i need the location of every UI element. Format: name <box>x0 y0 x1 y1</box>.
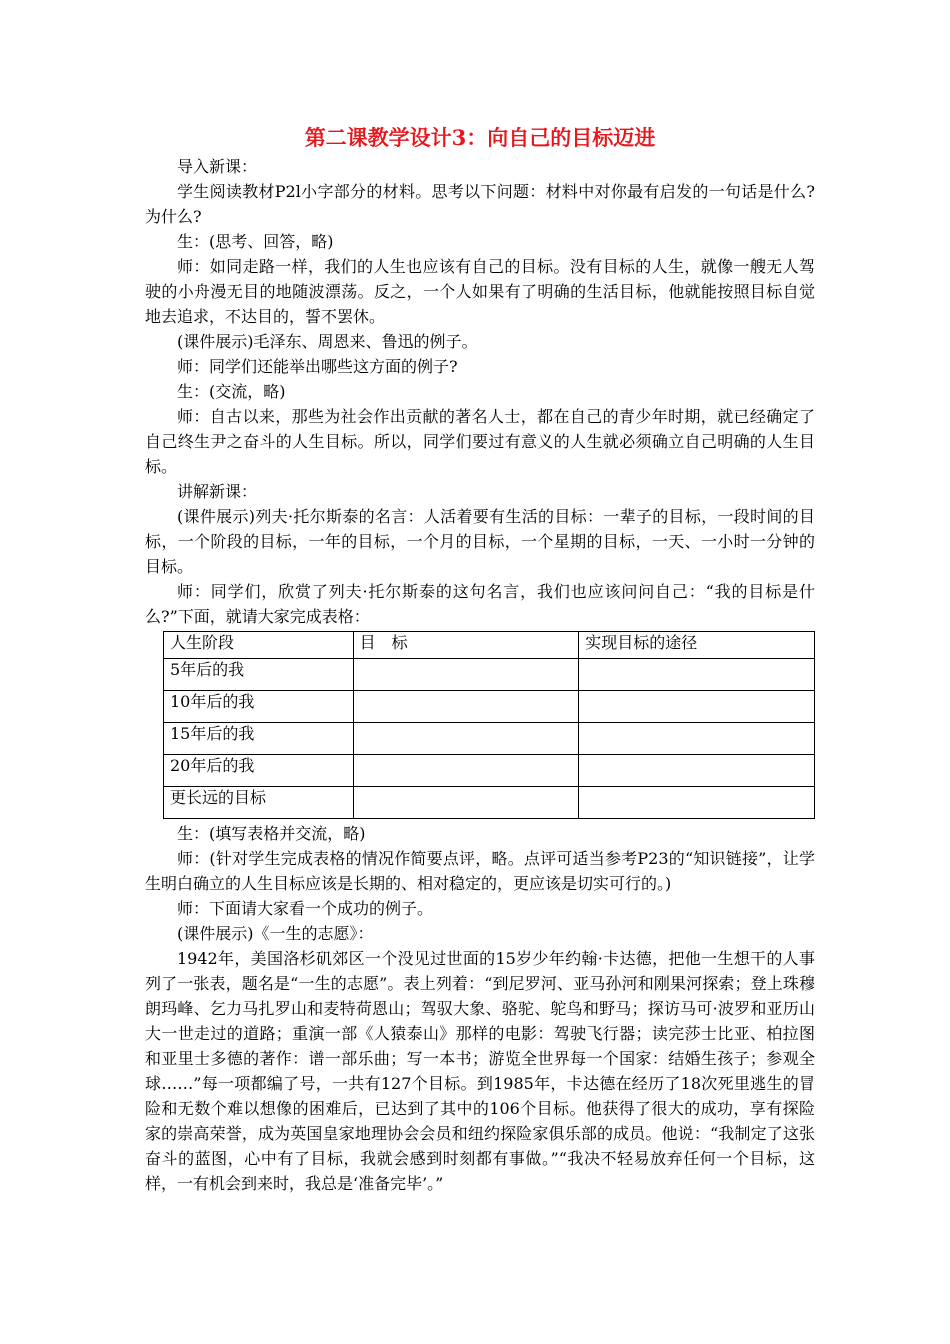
table-cell <box>579 723 815 755</box>
table-cell <box>353 659 579 691</box>
table-cell <box>353 723 579 755</box>
table-cell: 5年后的我 <box>164 659 354 691</box>
paragraph: 师：下面请大家看一个成功的例子。 <box>177 899 434 918</box>
paragraph: 生：(交流，略) <box>177 382 286 401</box>
table-cell <box>353 755 579 787</box>
table-cell <box>579 787 815 819</box>
paragraph: 生：(思考、回答，略) <box>177 232 334 251</box>
paragraph-lecture-heading: 讲解新课： <box>177 482 258 501</box>
life-goals-table <box>163 631 815 819</box>
table-cell: 15年后的我 <box>164 723 354 755</box>
paragraph-intro-heading: 导入新课： <box>177 157 258 176</box>
table-cell: 更长远的目标 <box>164 787 354 819</box>
table-cell <box>579 755 815 787</box>
paragraph: 师：(针对学生完成表格的情况作简要点评，略。点评可适当参考P23的“知识链接”，让学生明白确立的人生目标应该是长期的、相对稳定的，更应该是切实可行的。) <box>145 849 815 893</box>
paragraph-story: 1942年，美国洛杉矶郊区一个没见过世面的15岁少年约翰·卡达德，把他一生想干的人事列了一张表，题名是“一生的志愿”。表上列着：“到尼罗河、亚马孙河和刚果河探索；登上珠穆朗玛峰、乞力马扎罗山和麦特荷恩山；驾驭大象、骆驼、鸵鸟和野马；探访马可·波罗和亚历山大一世走过的道路；重演一部《人猿泰山》那样的电影：驾驶飞行器；读完莎士比亚、柏拉图和亚里士多德的著作：谱一部乐曲；写一本书；游览全世界每一个国家：结婚生孩子；参观全球……”每一项都编了号，一共有127个目标。到1985年，卡达德在经历了18次死里逃生的冒险和无数个难以想像的困难后，已达到了其中的106个目标。他获得了很大的成功，享有探险家的崇高荣誉，成为英国皇家地理协会会员和纽约探险家俱乐部的成员。他说：“我制定了这张奋斗的蓝图，心中有了目标，我就会感到时刻都有事做。”“我决不轻易放弃任何一个目标，这样，一有机会到来时，我总是‘准备完毕’。” <box>145 949 815 1193</box>
table-row <box>164 755 815 787</box>
table-header-cell: 目 标 <box>353 632 579 659</box>
table-cell: 10年后的我 <box>164 691 354 723</box>
table-cell <box>353 691 579 723</box>
paragraph: 学生阅读教材P2l小字部分的材料。思考以下问题：材料中对你最有启发的一句话是什么?为什么? <box>145 182 815 226</box>
table-cell: 20年后的我 <box>164 755 354 787</box>
table-cell <box>579 691 815 723</box>
table-cell <box>579 659 815 691</box>
document-title: 第二课教学设计3：向自己的目标迈进 <box>304 125 656 150</box>
paragraph: 生：(填写表格并交流，略) <box>177 824 366 843</box>
paragraph: 师：同学们，欣赏了列夫·托尔斯泰的这句名言，我们也应该问问自己：“我的目标是什么?”下面，就请大家完成表格： <box>145 582 815 626</box>
document-page <box>145 122 815 1196</box>
table-header-cell: 人生阶段 <box>164 632 354 659</box>
table-row <box>164 787 815 819</box>
paragraph: 师：同学们还能举出哪些这方面的例子? <box>177 357 458 376</box>
table-header-cell: 实现目标的途径 <box>579 632 815 659</box>
table-row <box>164 691 815 723</box>
table-row <box>164 723 815 755</box>
paragraph: (课件展示)列夫·托尔斯泰的名言：人活着要有生活的目标：一辈子的目标，一段时间的目标，一个阶段的目标，一年的目标，一个月的目标，一个星期的目标，一天、一小时一分钟的目标。 <box>145 507 815 576</box>
paragraph: 师：如同走路一样，我们的人生也应该有自己的目标。没有目标的人生，就像一艘无人驾驶的小舟漫无目的地随波漂荡。反之，一个人如果有了明确的生活目标，他就能按照目标自觉地去追求，不达目的，誓不罢休。 <box>145 257 815 326</box>
table-row <box>164 659 815 691</box>
table-cell <box>353 787 579 819</box>
table-header-row <box>164 632 815 659</box>
paragraph: 师：自古以来，那些为社会作出贡献的著名人士，都在自己的青少年时期，就已经确定了自己终生尹之奋斗的人生目标。所以，同学们要过有意义的人生就必须确立自己明确的人生目标。 <box>145 407 815 476</box>
paragraph: (课件展示)毛泽东、周恩来、鲁迅的例子。 <box>177 332 478 351</box>
paragraph: (课件展示)《一生的志愿》： <box>177 924 374 943</box>
